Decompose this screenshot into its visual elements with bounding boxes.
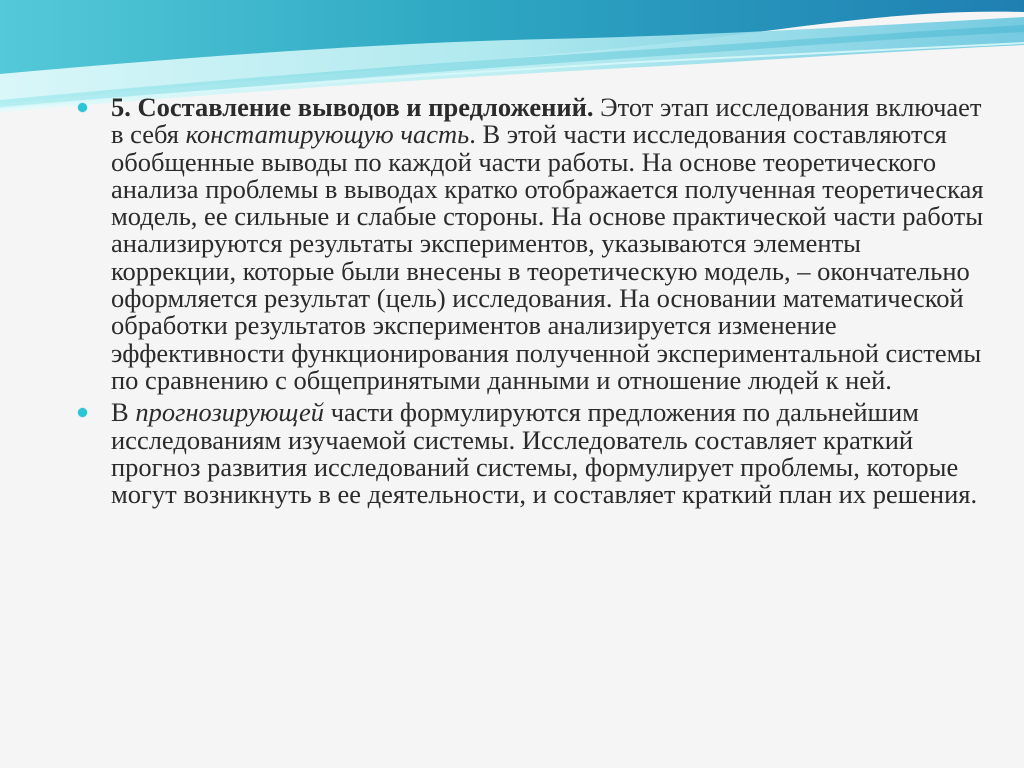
paragraph-prognosis: В прогнозирующей части формулируются предложения по дальнейшим исследованиям изучаемой системы. Исследователь составляет краткий прогноз развития исследований системы, формулирует проблемы, которые могут возникнуть в ее деятельности, и составляет краткий план их решения. (111, 397, 978, 510)
italic-term-statement-part: констатирующую часть (185, 119, 470, 150)
italic-term-prognostic-part: прогнозирующей (135, 397, 325, 428)
bullet-conclusions (78, 94, 990, 394)
bullet-dot-icon (78, 408, 87, 417)
bullet-prognosis (78, 399, 990, 508)
paragraph-heading: 5. Составление выводов и предложений. (111, 92, 594, 122)
slide-body (78, 94, 990, 508)
bullet-dot-icon (78, 103, 87, 112)
paragraph-conclusions: 5. Составление выводов и предложений. Этот этап исследования включает в себя констатирующую часть. В этой части исследования составляются обобщенные выводы по каждой части работы. На основе теоретического анализа проблемы в выводах кратко отображается полученная теоретическая модель, ее сильные и слабые стороны. На основе практической части работы анализируются результаты экспериментов, указываются элементы коррекции, которые были внесены в теоретическую модель, – окончательно оформляется результат (цель) исследования. На основании математической обработки результатов экспериментов анализируется изменение эффективности функционирования полученной экспериментальной системы по сравнению с общепринятыми данными и отношение людей к ней. (111, 92, 984, 395)
